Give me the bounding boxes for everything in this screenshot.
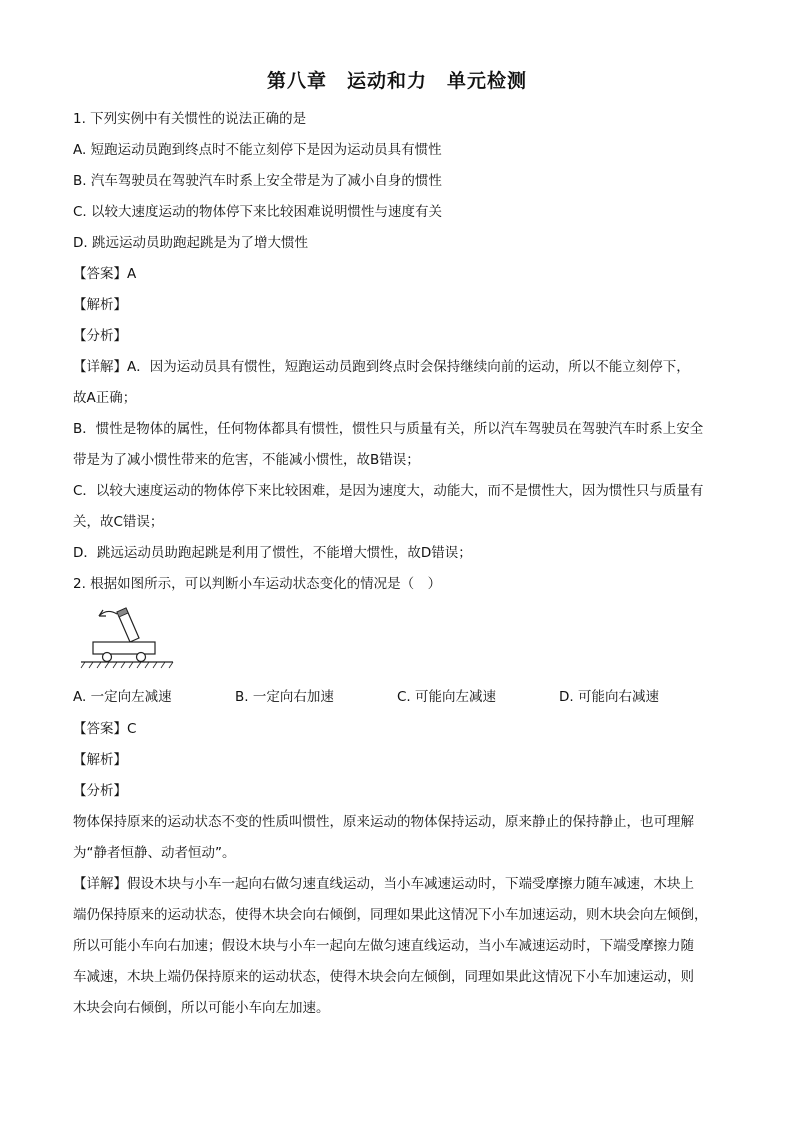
- question-1-analysis-label: 【解析】: [73, 297, 127, 313]
- question-1-detail-line: 关，故C错误；: [73, 514, 164, 530]
- question-1-option-d: D. 跳远运动员助跑起跳是为了增大惯性: [73, 235, 308, 251]
- question-1-detail-line: 【详解】A．因为运动员具有惯性，短跑运动员跑到终点时会保持继续向前的运动，所以不能立刻停下，: [73, 359, 690, 375]
- question-2-stem: 2. 根据如图所示，可以判断小车运动状态变化的情况是（ ）: [73, 576, 442, 592]
- question-2-options: [73, 680, 723, 714]
- question-1-answer: 【答案】A: [73, 266, 137, 282]
- question-2-fenxi-line: 为“静者恒静、动者恒动”。: [73, 845, 236, 861]
- question-2-answer: 【答案】C: [73, 721, 137, 737]
- question-1-option-b: B. 汽车驾驶员在驾驶汽车时系上安全带是为了减小自身的惯性: [73, 173, 442, 189]
- question-2-option-c: C. 可能向左减速: [397, 689, 497, 705]
- question-2-detail-line: 端仍保持原来的运动状态，使得木块会向右倾倒，同理如果此这情况下小车加速运动，则木块会向左倾倒，: [73, 907, 708, 923]
- question-1-detail-line: C．以较大速度运动的物体停下来比较困难，是因为速度大，动能大，而不是惯性大，因为惯性只与质量有: [73, 483, 704, 499]
- question-2-detail-line: 所以可能小车向右加速；假设木块与小车一起向左做匀速直线运动，当小车减速运动时，下端受摩擦力随: [73, 938, 694, 954]
- question-content: [73, 104, 723, 1024]
- arrow-icon: [99, 610, 117, 616]
- question-1-detail-line: 故A正确；: [73, 390, 137, 406]
- question-2-detail-line: 木块会向右倾倒，所以可能小车向左加速。: [73, 1000, 330, 1016]
- ground-icon: [81, 662, 173, 668]
- cart-icon: [93, 642, 155, 662]
- question-1-detail-line: 带是为了减小惯性带来的危害，不能减小惯性，故B错误；: [73, 452, 420, 468]
- question-2-analysis-label: 【解析】: [73, 752, 127, 768]
- question-2-option-b: B. 一定向右加速: [235, 689, 334, 705]
- question-1-option-a: A. 短跑运动员跑到终点时不能立刻停下是因为运动员具有惯性: [73, 142, 442, 158]
- question-2-fenxi-label: 【分析】: [73, 783, 127, 799]
- question-2-fenxi-line: 物体保持原来的运动状态不变的性质叫惯性，原来运动的物体保持运动，原来静止的保持静止，也可理解: [73, 814, 694, 830]
- question-1-detail-line: D．跳远运动员助跑起跳是利用了惯性，不能增大惯性，故D错误；: [73, 545, 472, 561]
- question-1-option-c: C. 以较大速度运动的物体停下来比较困难说明惯性与速度有关: [73, 204, 443, 220]
- cart-block-figure: [73, 600, 723, 680]
- question-2-option-d: D. 可能向右减速: [559, 689, 659, 705]
- question-1-fenxi-label: 【分析】: [73, 328, 127, 344]
- question-1-detail-line: B．惯性是物体的属性，任何物体都具有惯性，惯性只与质量有关，所以汽车驾驶员在驾驶汽车时系上安全: [73, 421, 704, 437]
- question-2-detail-line: 【详解】假设木块与小车一起向右做匀速直线运动，当小车减速运动时，下端受摩擦力随车减速，木块上: [73, 876, 694, 892]
- question-2-detail-line: 车减速，木块上端仍保持原来的运动状态，使得木块会向左倾倒，同理如果此这情况下小车加速运动，则: [73, 969, 694, 985]
- question-2-option-a: A. 一定向左减速: [73, 689, 172, 705]
- question-1-stem: 1. 下列实例中有关惯性的说法正确的是: [73, 111, 307, 127]
- block-icon: [117, 608, 139, 642]
- cart-with-block-diagram: [77, 602, 187, 678]
- page-title: 第八章 运动和力 单元检测: [266, 70, 527, 92]
